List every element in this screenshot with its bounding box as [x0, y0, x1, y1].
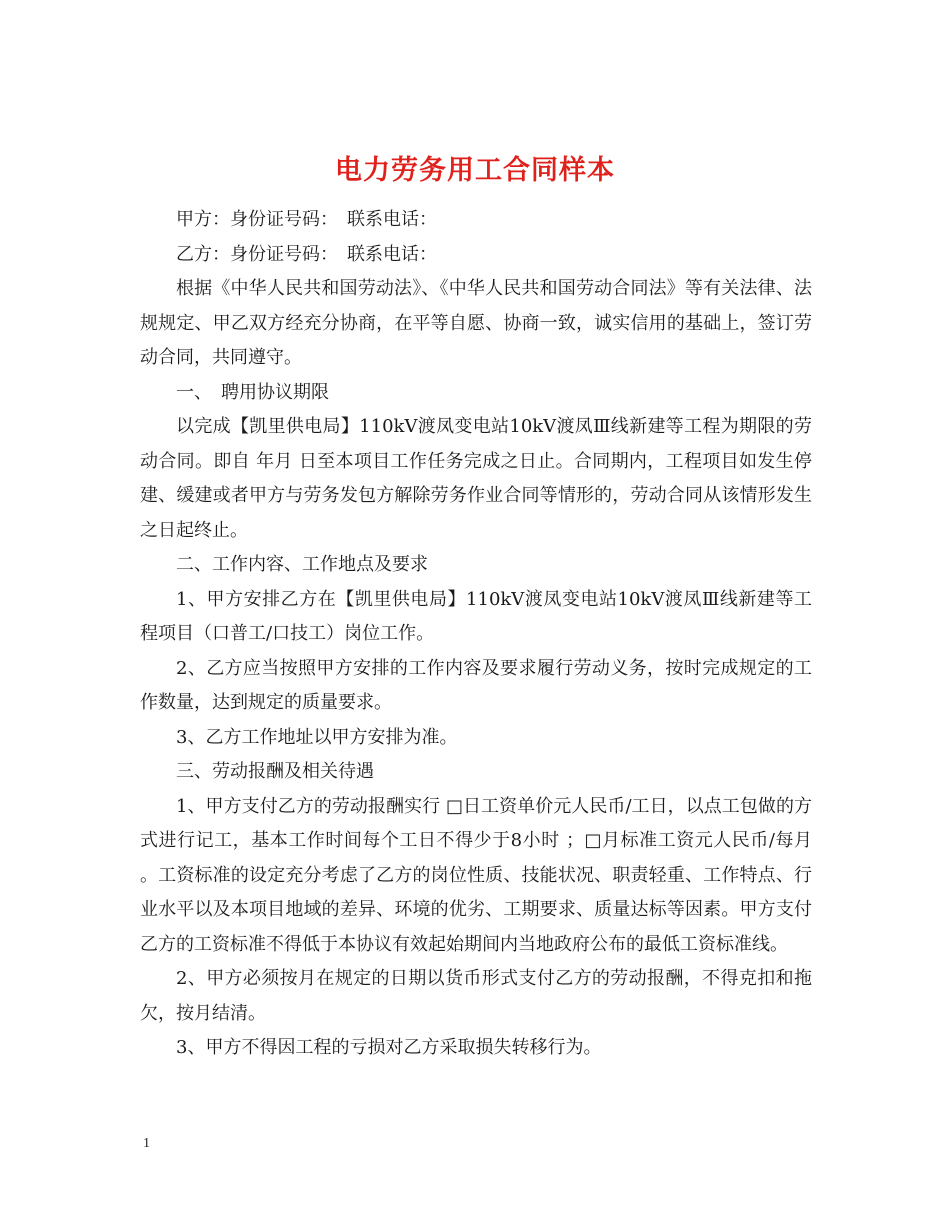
section-heading-work: 二、工作内容、工作地点及要求 [176, 554, 428, 575]
document-body [140, 203, 812, 1066]
pay-clause-1: 1、甲方支付乙方的劳动报酬实行 □日工资单价元人民币/工日，以点工包做的方式进行记工，基本工作时间每个工日不得少于8小时 ；□月标准工资元人民币/每月 。工资标准的设定充分考虑了乙方的岗位性质、技能状况、职责轻重、工作特点、行业水平以及本项目地域的差异、环境的优劣、工期要求、质量达标等因素。甲方支付乙方的工资标准不得低于本协议有效起始期间内当地政府公布的最低工资标准线。 [140, 795, 812, 955]
party-a-line: 甲方：身份证号码： 联系电话： [176, 209, 437, 230]
term-paragraph: 以完成【凯里供电局】110kV渡凤变电站10kV渡凤Ⅲ线新建等工程为期限的劳动合同。即自 年月 日至本项目工作任务完成之日止。合同期内，工程项目如发生停建、缓建或者甲方与劳务发包方解除劳务作业合同等情形的，劳动合同从该情形发生之日起终止。 [140, 416, 812, 541]
section-heading-pay: 三、劳动报酬及相关待遇 [176, 761, 374, 782]
section-heading-term: 一、 聘用协议期限 [176, 381, 329, 403]
party-b-line: 乙方：身份证号码： 联系电话： [176, 243, 437, 265]
preamble-paragraph: 根据《中华人民共和国劳动法》、《中华人民共和国劳动合同法》等有关法律、法规规定、甲乙双方经充分协商，在平等自愿、协商一致，诚实信用的基础上，签订劳动合同，共同遵守。 [140, 278, 812, 368]
document-title: 电力劳务用工合同样本 [335, 155, 615, 187]
work-clause-3: 3、乙方工作地址以甲方安排为准。 [176, 726, 458, 748]
pay-clause-3: 3、甲方不得因工程的亏损对乙方采取损失转移行为。 [176, 1037, 602, 1058]
pay-clause-2: 2、甲方必须按月在规定的日期以货币形式支付乙方的劳动报酬，不得克扣和拖欠，按月结清。 [140, 968, 812, 1024]
work-clause-2: 2、乙方应当按照甲方安排的工作内容及要求履行劳动义务，按时完成规定的工作数量，达到规定的质量要求。 [140, 657, 812, 713]
page-number: 1 [143, 1136, 150, 1151]
work-clause-1: 1、甲方安排乙方在【凯里供电局】110kV渡凤变电站10kV渡凤Ⅲ线新建等工程项目（口普工/口技工）岗位工作。 [140, 588, 812, 644]
